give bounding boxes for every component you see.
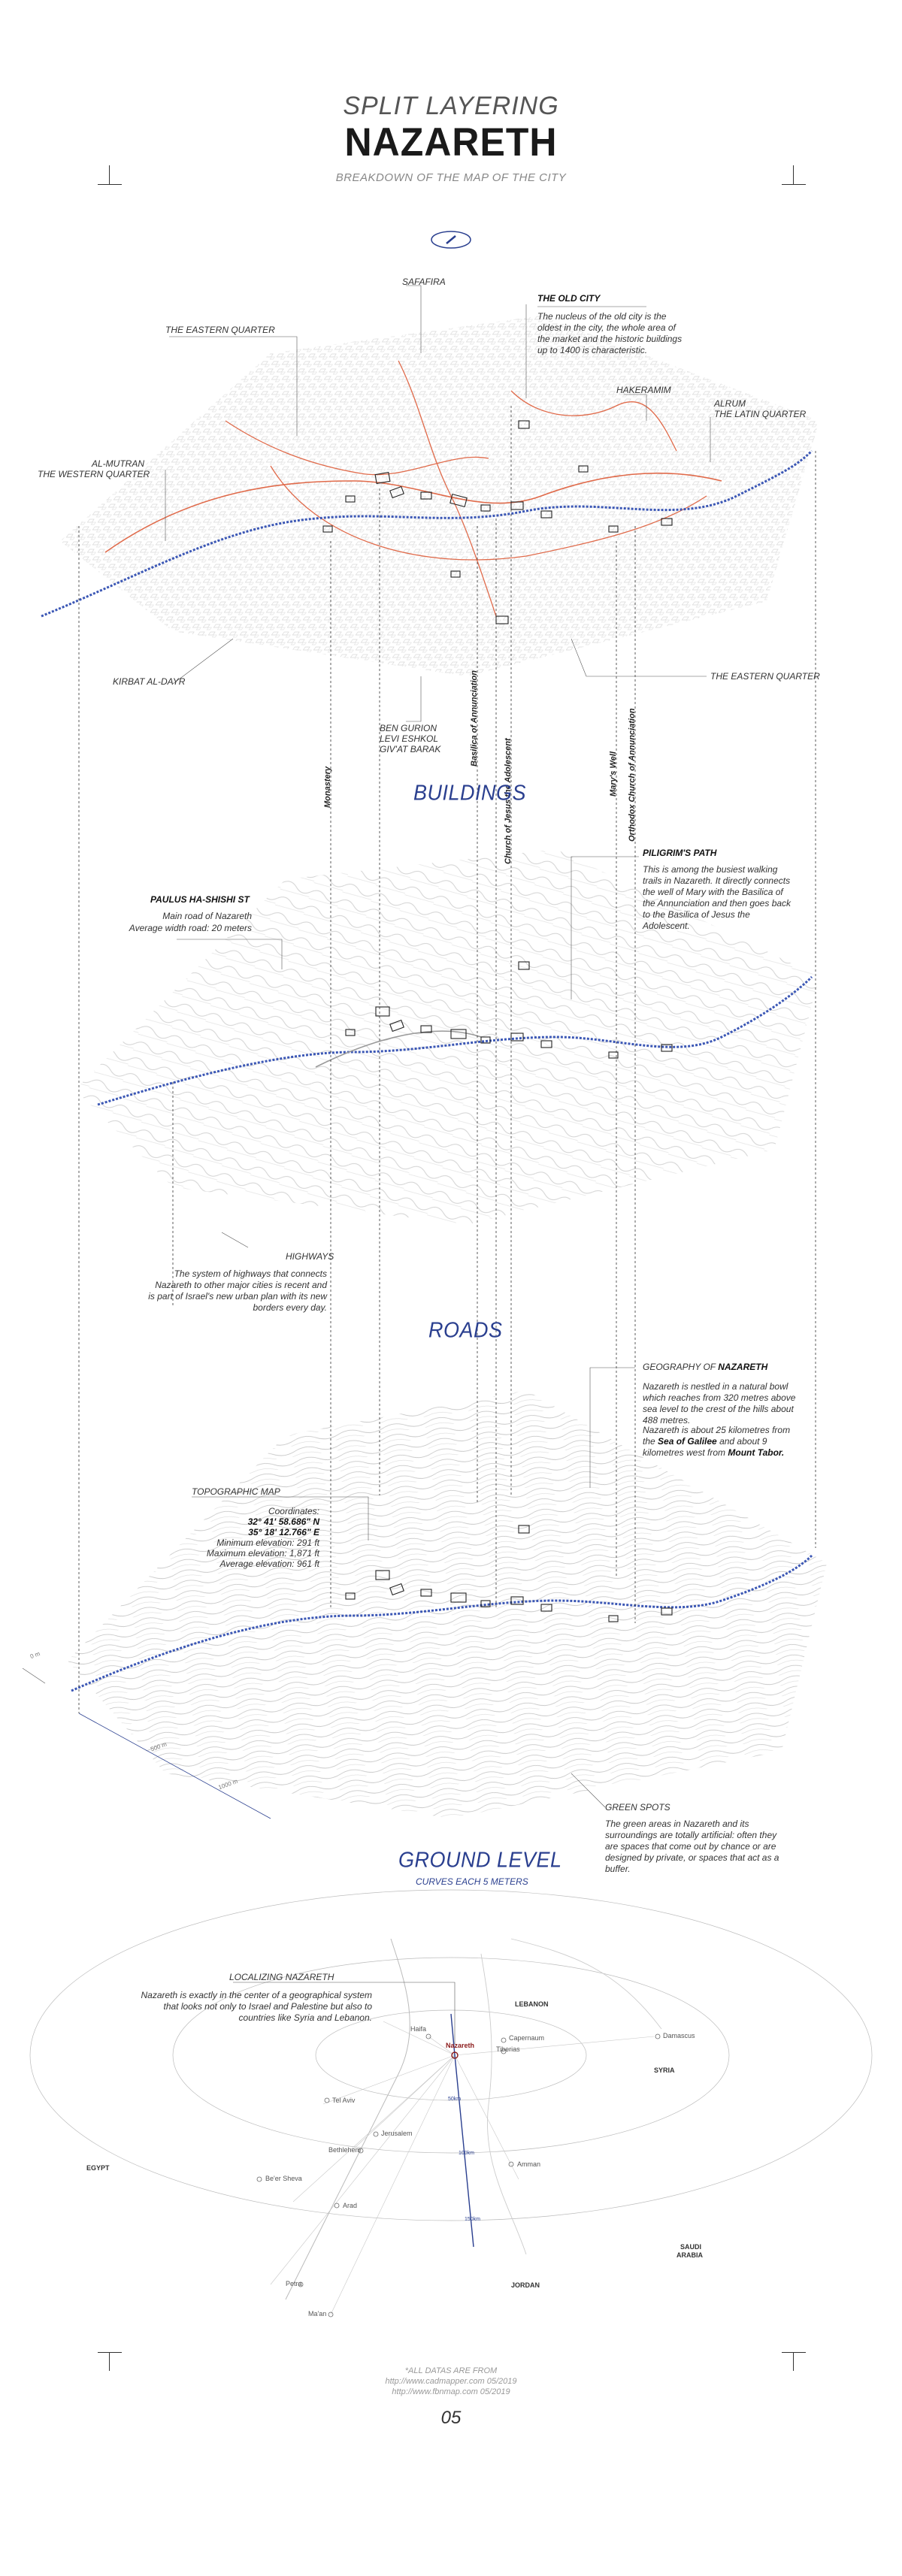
localizing-map [30, 1890, 872, 2317]
highways-title: HIGHWAYS [286, 1251, 334, 1262]
max-elevation: Maximum elevation: 1,871 ft [206, 1548, 319, 1559]
map-radius-100: 100km [459, 2151, 475, 2156]
geography-title-prefix: GEOGRAPHY OF [643, 1362, 716, 1372]
landmark-church-jesus: Church of Jesus the Adolescent [504, 738, 513, 864]
map-arad: Arad [343, 2202, 358, 2209]
coords-label: Coordinates: [268, 1506, 319, 1516]
label-givat-barak: GIV'AT BARAK [380, 744, 441, 754]
paulus-line1: Main road of Nazareth [162, 911, 252, 921]
buildings-layer [41, 316, 819, 676]
map-capernaum: Capernaum [509, 2034, 545, 2042]
avg-elevation: Average elevation: 961 ft [219, 1559, 319, 1569]
map-jerusalem: Jerusalem [381, 2130, 413, 2137]
paulus-title: PAULUS HA-SHISHI ST [150, 894, 250, 905]
min-elevation: Minimum elevation: 291 ft [216, 1537, 319, 1548]
map-damascus: Damascus [663, 2032, 695, 2039]
landmark-basilica: Basilica of Annunciation [470, 670, 479, 766]
map-tel-aviv: Tel Aviv [332, 2097, 356, 2104]
footer-line1: *ALL DATAS ARE FROM [404, 2366, 498, 2375]
layer-subtitle-ground: CURVES EACH 5 METERS [416, 1876, 528, 1887]
label-levi-eshkol: LEVI ESHKOL [380, 733, 439, 744]
old-city-text: The nucleus of the old city is the oldest in the city, the whole area of the market and the historic buildings up to 1400 is characteristic. [537, 311, 683, 355]
map-tiberias: Tiberias [496, 2045, 520, 2053]
localizing-title: LOCALIZING NAZARETH [229, 1972, 334, 1982]
map-petra: Petra [286, 2280, 302, 2287]
coords-lat: 32° 41' 58.686" N [247, 1516, 319, 1527]
old-city-title: THE OLD CITY [537, 293, 601, 304]
green-spots-text: The green areas in Nazareth and its surroundings are totally artificial: often they are spaces that come out by chance or are designed by private, or spaces that act as a buffer. [605, 1819, 779, 1874]
label-ben-gurion: BEN GURION [380, 723, 437, 733]
map-haifa: Haifa [410, 2025, 427, 2033]
label-safafira: SAFAFIRA [402, 277, 446, 287]
map-bethlehem: Bethlehem [328, 2146, 362, 2154]
page-caption: BREAKDOWN OF THE MAP OF THE CITY [335, 171, 567, 184]
geography-mount-tabor: Mount Tabor. [728, 1447, 785, 1458]
pilgrim-text: This is among the busiest walking trails in Nazareth. It directly connects the well of Mary with the Basilica of the Annunciation and then goes back to the Basilica of Jesus the Adolescent. [643, 864, 792, 931]
label-alrum: ALRUM [714, 398, 746, 409]
map-beer-sheva: Be'er Sheva [265, 2175, 302, 2182]
scale-500: 500 m [150, 1740, 168, 1753]
footer-line3: http://www.fbnmap.com 05/2019 [392, 2387, 510, 2396]
green-spots-title: GREEN SPOTS [605, 1802, 670, 1813]
localizing-text: Nazareth is exactly in the center of a geographical system that looks not only to Israel and Palestine but also to countries like Syria and Lebanon. [141, 1990, 372, 2023]
label-eastern-quarter-bottom: THE EASTERN QUARTER [710, 671, 820, 682]
label-kirbat-al-dayr: KIRBAT AL-DAYR [113, 676, 186, 687]
footer-sources [0, 2366, 902, 2397]
geography-title [643, 1362, 767, 1372]
label-hakeramim: HAKERAMIM [616, 385, 671, 395]
page-subtitle: SPLIT LAYERING [343, 92, 559, 120]
landmark-monastery: Monastery [323, 766, 332, 808]
layer-title-ground: GROUND LEVEL [398, 1848, 562, 1872]
geography-title-name: NAZARETH [718, 1362, 768, 1372]
scale-1000: 1000 m [217, 1777, 239, 1791]
geography-para1: Nazareth is nestled in a natural bowl which reaches from 320 metres above sea level to the crest of the hills about 488 metres. [643, 1381, 796, 1426]
page-title: NAZARETH [344, 119, 558, 165]
map-syria: SYRIA [654, 2067, 675, 2074]
layer-title-roads: ROADS [428, 1318, 503, 1342]
footer-line2: http://www.cadmapper.com 05/2019 [385, 2377, 517, 2386]
coords-lon: 35° 18' 12.766" E [248, 1527, 319, 1537]
map-radius-150: 150km [465, 2217, 481, 2222]
map-radius-50: 50km [448, 2097, 462, 2102]
map-maan: Ma'an [308, 2310, 327, 2317]
geography-para2-a: Nazareth is about 25 kilometres from the [643, 1425, 791, 1447]
label-al-mutran: AL-MUTRAN [92, 458, 145, 469]
layer-title-buildings: BUILDINGS [413, 781, 527, 805]
highways-text: The system of highways that connects Nazareth to other major cities is recent and is part of Israel's new urban plan with its new borders every day. [148, 1268, 327, 1313]
landmark-marys-well: Mary's Well [609, 751, 618, 797]
geography-para2 [643, 1425, 797, 1459]
map-saudi: SAUDI [680, 2243, 702, 2251]
label-eastern-quarter-top: THE EASTERN QUARTER [165, 325, 275, 335]
map-arabia: ARABIA [676, 2251, 703, 2259]
paulus-line2: Average width road: 20 meters [129, 923, 252, 933]
scale-0: 0 m [29, 1649, 41, 1661]
landmark-orthodox-church: Orthodox Church of Annunciation [628, 708, 637, 842]
map-lebanon: LEBANON [515, 2000, 549, 2008]
map-amman: Amman [517, 2160, 541, 2168]
page-number: 05 [440, 2408, 462, 2428]
label-western-quarter: THE WESTERN QUARTER [38, 469, 150, 479]
topographic-title: TOPOGRAPHIC MAP [192, 1486, 280, 1497]
geography-para2-c: and about 9 kilometres west from [643, 1436, 767, 1458]
map-jordan: JORDAN [511, 2281, 540, 2289]
label-latin-quarter: THE LATIN QUARTER [714, 409, 807, 419]
map-nazareth: Nazareth [446, 2042, 475, 2049]
pilgrim-title: PILIGRIM'S PATH [643, 848, 717, 858]
geography-sea-of-galilee: Sea of Galilee [658, 1436, 717, 1447]
map-egypt: EGYPT [86, 2164, 110, 2172]
